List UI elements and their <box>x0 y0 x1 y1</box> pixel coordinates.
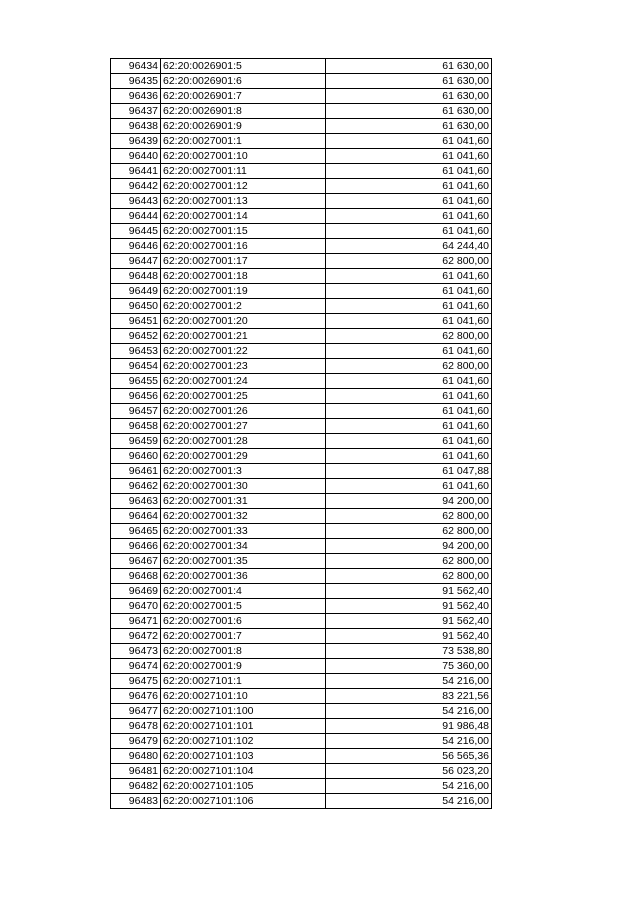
table-body <box>111 59 492 809</box>
cadastral-value-cell: 54 216,00 <box>326 794 492 809</box>
row-number-cell: 96479 <box>111 734 161 749</box>
cadastral-value-cell: 61 041,60 <box>326 344 492 359</box>
cadastral-value-cell: 54 216,00 <box>326 674 492 689</box>
table-row <box>111 524 492 539</box>
cadastral-value-cell: 62 800,00 <box>326 359 492 374</box>
row-number-cell: 96449 <box>111 284 161 299</box>
cadastral-number-cell: 62:20:0027101:104 <box>161 764 326 779</box>
table-row <box>111 614 492 629</box>
table-row <box>111 464 492 479</box>
cadastral-number-cell: 62:20:0027101:10 <box>161 689 326 704</box>
table-row <box>111 299 492 314</box>
cadastral-number-cell: 62:20:0027001:34 <box>161 539 326 554</box>
table-row <box>111 644 492 659</box>
table-row <box>111 284 492 299</box>
cadastral-value-cell: 83 221,56 <box>326 689 492 704</box>
row-number-cell: 96470 <box>111 599 161 614</box>
table-row <box>111 404 492 419</box>
row-number-cell: 96445 <box>111 224 161 239</box>
row-number-cell: 96437 <box>111 104 161 119</box>
row-number-cell: 96458 <box>111 419 161 434</box>
row-number-cell: 96482 <box>111 779 161 794</box>
row-number-cell: 96442 <box>111 179 161 194</box>
row-number-cell: 96471 <box>111 614 161 629</box>
cadastral-value-cell: 61 041,60 <box>326 224 492 239</box>
cadastral-value-cell: 61 630,00 <box>326 119 492 134</box>
cadastral-number-cell: 62:20:0027001:24 <box>161 374 326 389</box>
cadastral-value-cell: 61 041,60 <box>326 284 492 299</box>
row-number-cell: 96483 <box>111 794 161 809</box>
cadastral-number-cell: 62:20:0027001:30 <box>161 479 326 494</box>
cadastral-value-cell: 61 041,60 <box>326 404 492 419</box>
row-number-cell: 96444 <box>111 209 161 224</box>
cadastral-number-cell: 62:20:0027001:13 <box>161 194 326 209</box>
table-row <box>111 254 492 269</box>
row-number-cell: 96481 <box>111 764 161 779</box>
cadastral-number-cell: 62:20:0027001:25 <box>161 389 326 404</box>
cadastral-number-cell: 62:20:0027001:26 <box>161 404 326 419</box>
cadastral-value-cell: 62 800,00 <box>326 524 492 539</box>
cadastral-number-cell: 62:20:0027001:8 <box>161 644 326 659</box>
row-number-cell: 96473 <box>111 644 161 659</box>
row-number-cell: 96456 <box>111 389 161 404</box>
table-row <box>111 389 492 404</box>
cadastral-value-cell: 61 041,60 <box>326 374 492 389</box>
table-row <box>111 344 492 359</box>
row-number-cell: 96435 <box>111 74 161 89</box>
row-number-cell: 96434 <box>111 59 161 74</box>
cadastral-value-cell: 54 216,00 <box>326 779 492 794</box>
cadastral-number-cell: 62:20:0027001:31 <box>161 494 326 509</box>
row-number-cell: 96467 <box>111 554 161 569</box>
cadastral-value-cell: 61 041,60 <box>326 389 492 404</box>
row-number-cell: 96478 <box>111 719 161 734</box>
cadastral-value-cell: 75 360,00 <box>326 659 492 674</box>
cadastral-value-cell: 91 562,40 <box>326 584 492 599</box>
table-row <box>111 779 492 794</box>
cadastral-value-cell: 61 041,60 <box>326 479 492 494</box>
cadastral-number-cell: 62:20:0027001:28 <box>161 434 326 449</box>
table-row <box>111 494 492 509</box>
table-row <box>111 239 492 254</box>
cadastral-number-cell: 62:20:0026901:6 <box>161 74 326 89</box>
cadastral-value-cell: 54 216,00 <box>326 734 492 749</box>
table-row <box>111 479 492 494</box>
cadastral-value-cell: 61 041,60 <box>326 164 492 179</box>
row-number-cell: 96457 <box>111 404 161 419</box>
cadastral-number-cell: 62:20:0026901:7 <box>161 89 326 104</box>
table-row <box>111 659 492 674</box>
cadastral-value-cell: 61 041,60 <box>326 299 492 314</box>
cadastral-number-cell: 62:20:0027001:5 <box>161 599 326 614</box>
row-number-cell: 96452 <box>111 329 161 344</box>
table-row <box>111 569 492 584</box>
cadastral-value-cell: 54 216,00 <box>326 704 492 719</box>
row-number-cell: 96464 <box>111 509 161 524</box>
cadastral-value-cell: 62 800,00 <box>326 254 492 269</box>
table-row <box>111 734 492 749</box>
cadastral-number-cell: 62:20:0027001:4 <box>161 584 326 599</box>
cadastral-value-cell: 61 630,00 <box>326 104 492 119</box>
table-row <box>111 434 492 449</box>
row-number-cell: 96439 <box>111 134 161 149</box>
table-row <box>111 584 492 599</box>
cadastral-number-cell: 62:20:0026901:8 <box>161 104 326 119</box>
table-row <box>111 554 492 569</box>
cadastral-number-cell: 62:20:0027001:22 <box>161 344 326 359</box>
cadastral-value-cell: 61 630,00 <box>326 74 492 89</box>
table-row <box>111 194 492 209</box>
row-number-cell: 96455 <box>111 374 161 389</box>
cadastral-value-cell: 91 562,40 <box>326 599 492 614</box>
cadastral-value-cell: 91 986,48 <box>326 719 492 734</box>
cadastral-number-cell: 62:20:0026901:9 <box>161 119 326 134</box>
cadastral-number-cell: 62:20:0027001:21 <box>161 329 326 344</box>
cadastral-value-cell: 61 041,60 <box>326 209 492 224</box>
cadastral-number-cell: 62:20:0027101:103 <box>161 749 326 764</box>
row-number-cell: 96465 <box>111 524 161 539</box>
cadastral-value-cell: 61 041,60 <box>326 179 492 194</box>
cadastral-value-cell: 61 041,60 <box>326 134 492 149</box>
cadastral-value-cell: 61 041,60 <box>326 434 492 449</box>
cadastral-number-cell: 62:20:0027001:32 <box>161 509 326 524</box>
cadastral-value-cell: 56 565,36 <box>326 749 492 764</box>
table-row <box>111 209 492 224</box>
cadastral-number-cell: 62:20:0027001:15 <box>161 224 326 239</box>
cadastral-value-cell: 61 041,60 <box>326 419 492 434</box>
cadastral-value-cell: 61 041,60 <box>326 149 492 164</box>
cadastral-value-cell: 61 041,60 <box>326 314 492 329</box>
row-number-cell: 96474 <box>111 659 161 674</box>
table-row <box>111 134 492 149</box>
table-row <box>111 164 492 179</box>
table-row <box>111 704 492 719</box>
cadastral-value-table <box>110 58 492 809</box>
row-number-cell: 96436 <box>111 89 161 104</box>
table-row <box>111 179 492 194</box>
row-number-cell: 96446 <box>111 239 161 254</box>
table-row <box>111 419 492 434</box>
cadastral-value-cell: 56 023,20 <box>326 764 492 779</box>
cadastral-value-cell: 94 200,00 <box>326 494 492 509</box>
cadastral-number-cell: 62:20:0027001:7 <box>161 629 326 644</box>
table-row <box>111 764 492 779</box>
cadastral-value-cell: 62 800,00 <box>326 329 492 344</box>
cadastral-number-cell: 62:20:0027001:36 <box>161 569 326 584</box>
table-row <box>111 449 492 464</box>
row-number-cell: 96438 <box>111 119 161 134</box>
cadastral-value-cell: 62 800,00 <box>326 554 492 569</box>
table-row <box>111 629 492 644</box>
table-row <box>111 89 492 104</box>
cadastral-value-cell: 62 800,00 <box>326 569 492 584</box>
cadastral-value-cell: 64 244,40 <box>326 239 492 254</box>
row-number-cell: 96447 <box>111 254 161 269</box>
table-row <box>111 329 492 344</box>
row-number-cell: 96477 <box>111 704 161 719</box>
row-number-cell: 96441 <box>111 164 161 179</box>
cadastral-value-cell: 91 562,40 <box>326 614 492 629</box>
table-row <box>111 374 492 389</box>
cadastral-number-cell: 62:20:0027001:20 <box>161 314 326 329</box>
cadastral-number-cell: 62:20:0027001:33 <box>161 524 326 539</box>
row-number-cell: 96475 <box>111 674 161 689</box>
row-number-cell: 96472 <box>111 629 161 644</box>
cadastral-number-cell: 62:20:0027001:27 <box>161 419 326 434</box>
cadastral-number-cell: 62:20:0027001:1 <box>161 134 326 149</box>
cadastral-number-cell: 62:20:0027101:105 <box>161 779 326 794</box>
row-number-cell: 96480 <box>111 749 161 764</box>
row-number-cell: 96454 <box>111 359 161 374</box>
table-row <box>111 674 492 689</box>
cadastral-number-cell: 62:20:0027001:9 <box>161 659 326 674</box>
cadastral-number-cell: 62:20:0027001:11 <box>161 164 326 179</box>
table-row <box>111 224 492 239</box>
row-number-cell: 96448 <box>111 269 161 284</box>
row-number-cell: 96460 <box>111 449 161 464</box>
cadastral-number-cell: 62:20:0027101:100 <box>161 704 326 719</box>
cadastral-number-cell: 62:20:0027101:101 <box>161 719 326 734</box>
cadastral-number-cell: 62:20:0027101:106 <box>161 794 326 809</box>
cadastral-number-cell: 62:20:0027101:1 <box>161 674 326 689</box>
table-row <box>111 74 492 89</box>
table-row <box>111 119 492 134</box>
table-row <box>111 59 492 74</box>
cadastral-value-cell: 61 630,00 <box>326 89 492 104</box>
cadastral-value-cell: 61 630,00 <box>326 59 492 74</box>
cadastral-value-cell: 73 538,80 <box>326 644 492 659</box>
table-row <box>111 794 492 809</box>
cadastral-number-cell: 62:20:0026901:5 <box>161 59 326 74</box>
table-row <box>111 539 492 554</box>
cadastral-number-cell: 62:20:0027001:17 <box>161 254 326 269</box>
row-number-cell: 96476 <box>111 689 161 704</box>
table-row <box>111 269 492 284</box>
table-row <box>111 599 492 614</box>
cadastral-value-cell: 62 800,00 <box>326 509 492 524</box>
cadastral-number-cell: 62:20:0027001:35 <box>161 554 326 569</box>
cadastral-number-cell: 62:20:0027001:14 <box>161 209 326 224</box>
cadastral-value-cell: 61 041,60 <box>326 269 492 284</box>
row-number-cell: 96463 <box>111 494 161 509</box>
table-row <box>111 509 492 524</box>
cadastral-number-cell: 62:20:0027001:19 <box>161 284 326 299</box>
cadastral-number-cell: 62:20:0027001:10 <box>161 149 326 164</box>
row-number-cell: 96459 <box>111 434 161 449</box>
cadastral-value-cell: 61 041,60 <box>326 194 492 209</box>
cadastral-number-cell: 62:20:0027001:23 <box>161 359 326 374</box>
cadastral-value-cell: 61 047,88 <box>326 464 492 479</box>
cadastral-number-cell: 62:20:0027001:6 <box>161 614 326 629</box>
table-row <box>111 719 492 734</box>
row-number-cell: 96466 <box>111 539 161 554</box>
row-number-cell: 96462 <box>111 479 161 494</box>
cadastral-value-cell: 91 562,40 <box>326 629 492 644</box>
table-row <box>111 314 492 329</box>
row-number-cell: 96450 <box>111 299 161 314</box>
table-row <box>111 104 492 119</box>
cadastral-number-cell: 62:20:0027001:3 <box>161 464 326 479</box>
row-number-cell: 96469 <box>111 584 161 599</box>
table-row <box>111 149 492 164</box>
row-number-cell: 96461 <box>111 464 161 479</box>
row-number-cell: 96443 <box>111 194 161 209</box>
table-row <box>111 359 492 374</box>
cadastral-value-cell: 94 200,00 <box>326 539 492 554</box>
cadastral-value-cell: 61 041,60 <box>326 449 492 464</box>
cadastral-number-cell: 62:20:0027001:29 <box>161 449 326 464</box>
cadastral-number-cell: 62:20:0027001:12 <box>161 179 326 194</box>
row-number-cell: 96468 <box>111 569 161 584</box>
row-number-cell: 96440 <box>111 149 161 164</box>
table-row <box>111 689 492 704</box>
cadastral-number-cell: 62:20:0027001:18 <box>161 269 326 284</box>
table-row <box>111 749 492 764</box>
row-number-cell: 96453 <box>111 344 161 359</box>
cadastral-number-cell: 62:20:0027101:102 <box>161 734 326 749</box>
row-number-cell: 96451 <box>111 314 161 329</box>
cadastral-number-cell: 62:20:0027001:16 <box>161 239 326 254</box>
cadastral-number-cell: 62:20:0027001:2 <box>161 299 326 314</box>
